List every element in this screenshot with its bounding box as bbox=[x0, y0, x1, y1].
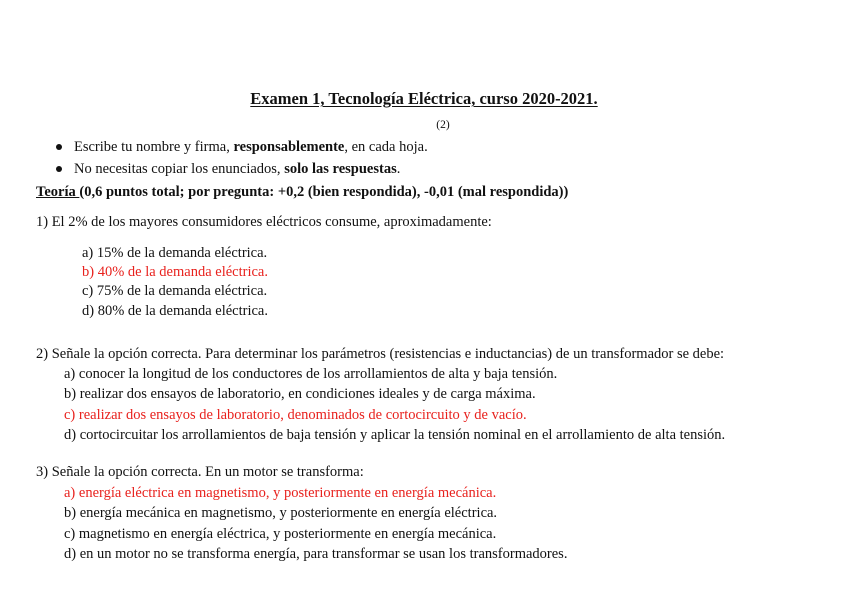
instruction-emphasis: responsablemente bbox=[233, 139, 345, 155]
option-a-correct: a) energía eléctrica en magnetismo, y posteriormente en energía mecánica. bbox=[64, 485, 497, 501]
option-b: b) energía mecánica en magnetismo, y posteriormente en energía eléctrica. bbox=[64, 505, 498, 522]
option-a: a) 15% de la demanda eléctrica. bbox=[82, 245, 268, 261]
theory-label: Teoría bbox=[36, 184, 80, 200]
bullet-icon bbox=[56, 144, 62, 150]
bullet-icon bbox=[56, 166, 62, 172]
option-d: d) en un motor no se transforma energía, para transformar se usan los transformadores. bbox=[64, 545, 568, 562]
question-2-options bbox=[64, 364, 725, 445]
option-b-correct: b) 40% de la demanda eléctrica. bbox=[82, 264, 268, 281]
instructions-list bbox=[56, 136, 428, 180]
question-3-options bbox=[64, 483, 567, 564]
option-c-correct: c) realizar dos ensayos de laboratorio, denominados de cortocircuito y de vacío. bbox=[64, 406, 527, 423]
question-2-text: 2) Señale la opción correcta. Para determinar los parámetros (resistencias e inductancias) de un transformador se debe: bbox=[36, 346, 725, 362]
option-d: d) 80% de la demanda eléctrica. bbox=[82, 302, 268, 319]
question-3-text: 3) Señale la opción correcta. En un motor se transforma: bbox=[36, 464, 364, 480]
option-b: b) realizar dos ensayos de laboratorio, en condiciones ideales y de carga máxima. bbox=[64, 386, 536, 403]
option-c: c) 75% de la demanda eléctrica. bbox=[82, 283, 268, 300]
question-1-text: 1) El 2% de los mayores consumidores eléctricos consume, aproximadamente: bbox=[36, 214, 492, 230]
option-c: c) magnetismo en energía eléctrica, y posteriormente en energía mecánica. bbox=[64, 525, 497, 542]
page-number: (2) bbox=[436, 119, 450, 131]
option-d: d) cortocircuitar los arrollamientos de baja tensión y aplicar la tensión nominal en el arrollamiento de alta tensión. bbox=[64, 426, 726, 443]
instruction-text: No necesitas copiar los enunciados, bbox=[74, 161, 285, 177]
instruction-item bbox=[56, 158, 428, 180]
instruction-text-end: . bbox=[396, 161, 401, 177]
instruction-text: Escribe tu nombre y firma, bbox=[74, 139, 234, 155]
exam-title: Examen 1, Tecnología Eléctrica, curso 2020-2021. bbox=[250, 89, 598, 108]
theory-heading bbox=[36, 184, 568, 201]
instruction-item bbox=[56, 136, 428, 158]
theory-scoring: (0,6 puntos total; por pregunta: +0,2 (bien respondida), -0,01 (mal respondida)) bbox=[79, 184, 569, 200]
option-a: a) conocer la longitud de los conductores de los arrollamientos de alta y baja tensión. bbox=[64, 366, 558, 382]
instruction-emphasis: solo las respuestas bbox=[284, 161, 397, 177]
question-1-options bbox=[82, 244, 268, 321]
instruction-text-end: , en cada hoja. bbox=[344, 139, 428, 155]
